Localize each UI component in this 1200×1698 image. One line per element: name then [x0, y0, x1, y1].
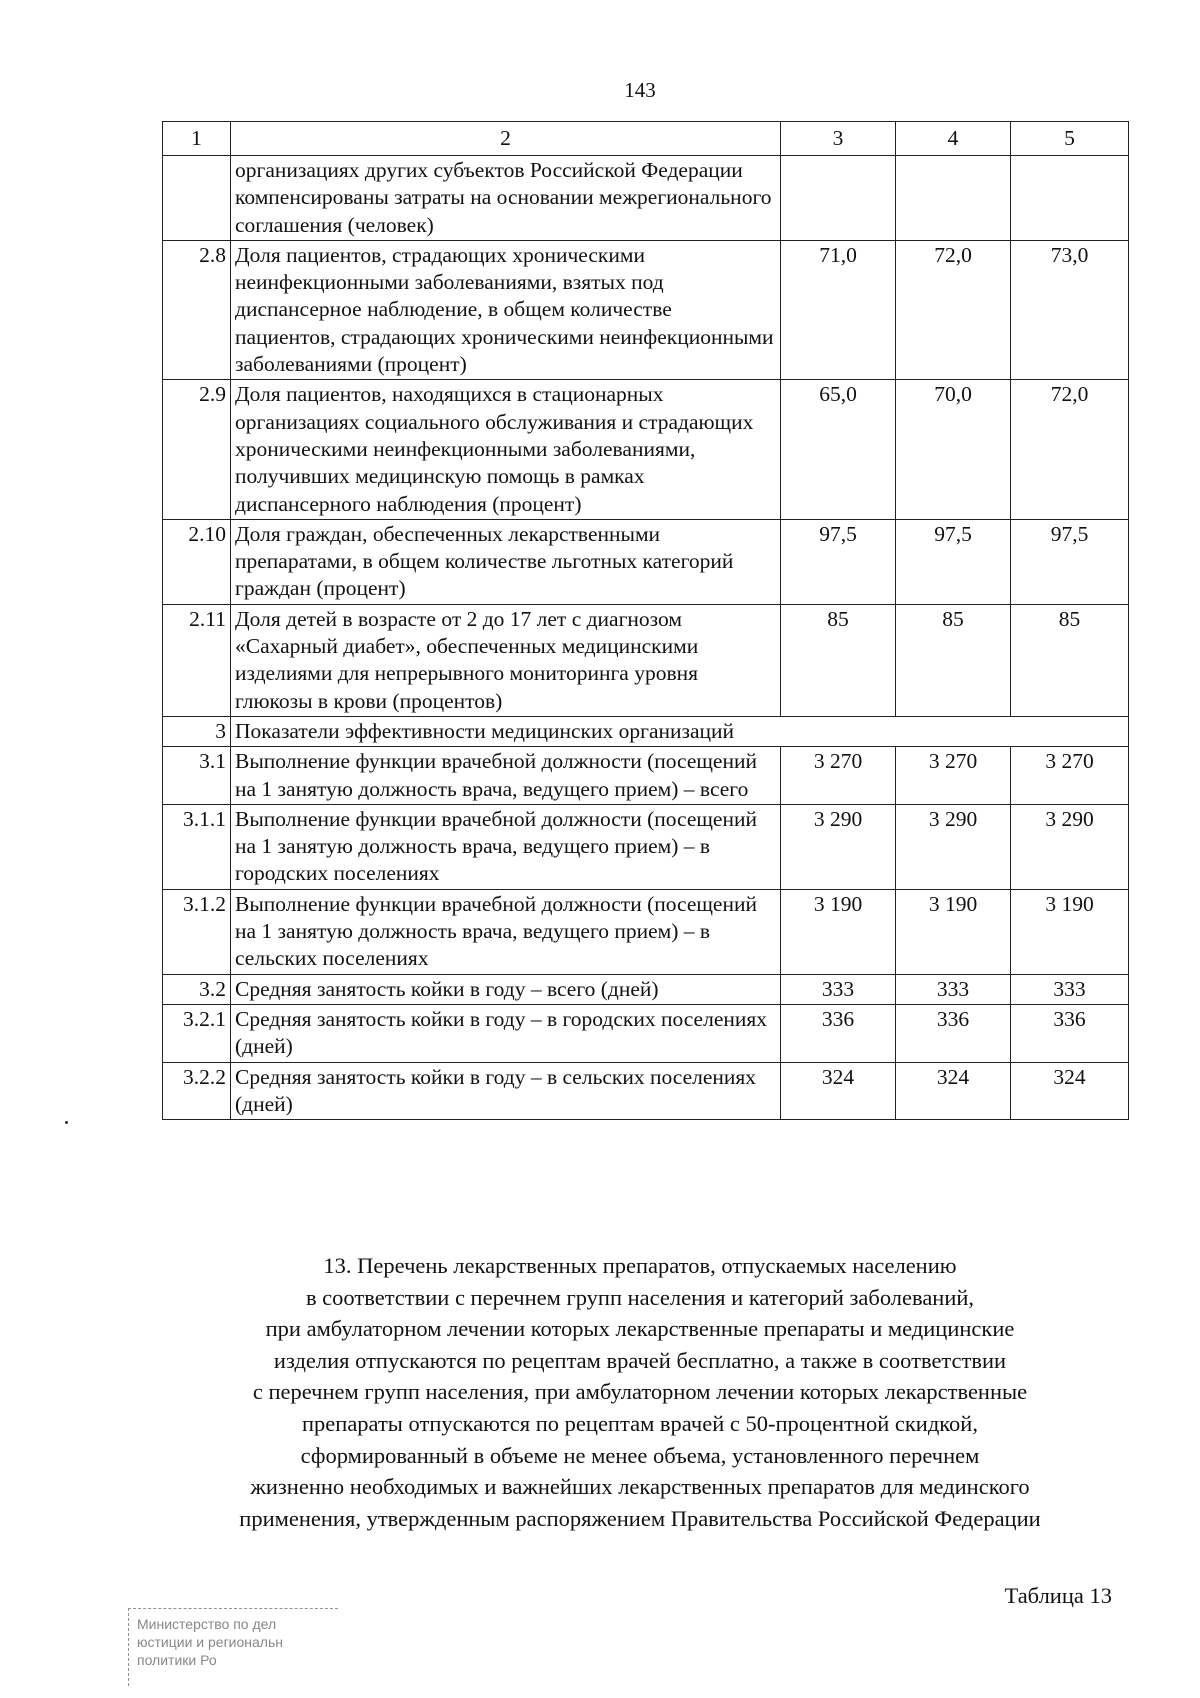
row-value-3: 336 [781, 1004, 896, 1062]
heading-line: сформированный в объеме не менее объема, установленного перечнем [300, 1442, 980, 1468]
row-number: 3.2.1 [163, 1004, 231, 1062]
table-row [163, 889, 1129, 974]
table-header-row [163, 122, 1129, 156]
row-value-3: 65,0 [781, 380, 896, 519]
row-value-5: 3 270 [1011, 747, 1129, 805]
heading-line: препараты отпускаются по рецептам врачей с 50-процентной скидкой, [302, 1410, 978, 1436]
section-title: Показатели эффективности медицинских организаций [231, 716, 1129, 746]
table-row [163, 240, 1129, 379]
row-number: 3.1 [163, 747, 231, 805]
table-row [163, 1004, 1129, 1062]
row-value-3: 3 290 [781, 804, 896, 889]
table-row [163, 747, 1129, 805]
header-col-2: 2 [231, 122, 781, 156]
row-text: Выполнение функции врачебной должности (посещений на 1 занятую должность врача, ведущего прием) – в сельских поселениях [231, 889, 781, 974]
table-row [163, 604, 1129, 716]
heading-line: 13. Перечень лекарственных препаратов, отпускаемых населению [323, 1253, 957, 1278]
row-value-4: 97,5 [896, 519, 1011, 604]
row-number: 2.10 [163, 519, 231, 604]
row-text: Доля детей в возрасте от 2 до 17 лет с диагнозом «Сахарный диабет», обеспеченных медицинскими изделиями для непрерывного мониторинга уровня глюкозы в крови (процентов) [231, 604, 781, 716]
row-text: Средняя занятость койки в году – в сельских поселениях (дней) [231, 1062, 781, 1120]
row-value-5: 333 [1011, 974, 1129, 1004]
row-value-3: 333 [781, 974, 896, 1004]
row-value-5: 3 190 [1011, 889, 1129, 974]
row-value-4: 85 [896, 604, 1011, 716]
section-number: 3 [163, 716, 231, 746]
row-value-5: 97,5 [1011, 519, 1129, 604]
table-row [163, 974, 1129, 1004]
row-number: 3.1.2 [163, 889, 231, 974]
row-value-5: 324 [1011, 1062, 1129, 1120]
row-value-4: 3 190 [896, 889, 1011, 974]
page-number: 143 [624, 78, 656, 102]
row-value-4: 3 290 [896, 804, 1011, 889]
heading-line: в соответствии с перечнем групп населения и категорий заболеваний, [305, 1284, 975, 1310]
heading-line: с перечнем групп населения, при амбулаторном лечении которых лекарственные [252, 1379, 1028, 1405]
ministry-stamp [128, 1608, 338, 1686]
row-value-4: 336 [896, 1004, 1011, 1062]
section-heading [150, 1250, 1130, 1534]
row-number: 3.2 [163, 974, 231, 1004]
row-value-4: 333 [896, 974, 1011, 1004]
indicators-table-wrap [162, 121, 1128, 1120]
row-number: 2.11 [163, 604, 231, 716]
row-number: 2.9 [163, 380, 231, 519]
header-col-5: 5 [1011, 122, 1129, 156]
row-value-5: 3 290 [1011, 804, 1129, 889]
row-text: организациях других субъектов Российской Федерации компенсированы затраты на основании межрегионального соглашения (человек) [231, 156, 781, 241]
stamp-line: политики Ро [137, 1652, 217, 1668]
row-text: Доля пациентов, страдающих хроническими неинфекционными заболеваниями, взятых под диспансерное наблюдение, в общем количестве пациентов, страдающих хроническими неинфекционными заболеваниями (процент) [231, 240, 781, 379]
row-value-4: 3 270 [896, 747, 1011, 805]
row-text: Доля пациентов, находящихся в стационарных организациях социального обслуживания и страдающих хроническими неинфекционными заболеваниями, получивших медицинскую помощь в рамках диспансерного наблюдения (процент) [231, 380, 781, 519]
row-value-5: 72,0 [1011, 380, 1129, 519]
table-label: Таблица 13 [1004, 1583, 1112, 1608]
table-row [163, 1062, 1129, 1120]
row-value-4: 324 [896, 1062, 1011, 1120]
row-value-5: 73,0 [1011, 240, 1129, 379]
row-value-3: 324 [781, 1062, 896, 1120]
row-value-5: 85 [1011, 604, 1129, 716]
row-value-4: 70,0 [896, 380, 1011, 519]
row-text: Доля граждан, обеспеченных лекарственными препаратами, в общем количестве льготных категорий граждан (процент) [231, 519, 781, 604]
indicators-table [162, 121, 1129, 1120]
table-row [163, 380, 1129, 519]
row-number [163, 156, 231, 241]
table-row [163, 156, 1129, 241]
header-col-3: 3 [781, 122, 896, 156]
row-value-3: 97,5 [781, 519, 896, 604]
row-text: Выполнение функции врачебной должности (посещений на 1 занятую должность врача, ведущего прием) – всего [231, 747, 781, 805]
row-value-3: 71,0 [781, 240, 896, 379]
row-value-3: 85 [781, 604, 896, 716]
row-value-3: 3 270 [781, 747, 896, 805]
header-col-4: 4 [896, 122, 1011, 156]
row-value-5 [1011, 156, 1129, 241]
row-number: 3.1.1 [163, 804, 231, 889]
row-number: 2.8 [163, 240, 231, 379]
row-number: 3.2.2 [163, 1062, 231, 1120]
row-value-5: 336 [1011, 1004, 1129, 1062]
heading-line: применения, утвержденным распоряжением Правительства Российской Федерации [239, 1505, 1041, 1531]
row-value-3: 3 190 [781, 889, 896, 974]
header-col-1: 1 [163, 122, 231, 156]
row-value-4: 72,0 [896, 240, 1011, 379]
heading-line: при амбулаторном лечении которых лекарственные препараты и медицинские [265, 1316, 1015, 1342]
table-row [163, 804, 1129, 889]
stamp-line: юстиции и региональн [137, 1634, 283, 1650]
heading-line: изделия отпускаются по рецептам врачей бесплатно, а также в соответствии [273, 1347, 1007, 1373]
section-row [163, 716, 1129, 746]
row-text: Средняя занятость койки в году – в городских поселениях (дней) [231, 1004, 781, 1062]
row-text: Выполнение функции врачебной должности (посещений на 1 занятую должность врача, ведущего прием) – в городских поселениях [231, 804, 781, 889]
stamp-line: Министерство по дел [137, 1616, 277, 1632]
table-row [163, 519, 1129, 604]
row-text: Средняя занятость койки в году – всего (дней) [231, 974, 781, 1004]
scan-speck [65, 1121, 68, 1124]
row-value-4 [896, 156, 1011, 241]
heading-line: жизненно необходимых и важнейших лекарственных препаратов для мединского [250, 1474, 1030, 1500]
row-value-3 [781, 156, 896, 241]
